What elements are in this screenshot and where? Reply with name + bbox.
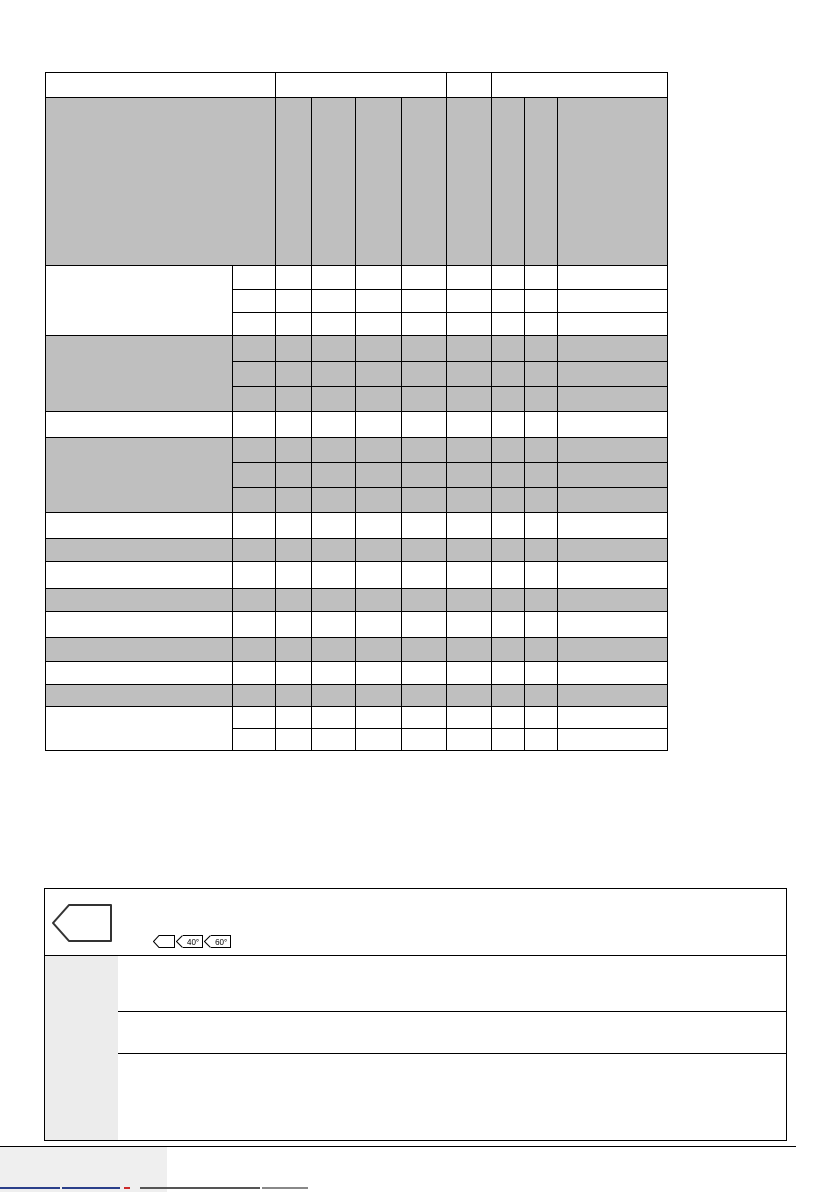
tag-label-icon — [51, 903, 113, 943]
divider — [45, 955, 786, 956]
table-row-label — [46, 412, 233, 438]
table-row-label — [46, 662, 233, 685]
table-header-cell — [46, 73, 276, 98]
table-row-label — [46, 539, 233, 562]
table-row — [46, 336, 668, 362]
table-header-cell — [447, 73, 492, 98]
info-icon-column — [45, 889, 118, 1140]
table-row-label — [46, 707, 233, 751]
care-symbol-40: 40° — [183, 935, 203, 948]
table-row-label — [46, 685, 233, 707]
table-header-cell — [402, 98, 447, 266]
table-row-label — [46, 562, 233, 589]
table-row-label — [46, 266, 233, 336]
table-row — [46, 438, 668, 463]
table-row — [46, 662, 668, 685]
table-header-cell — [276, 98, 312, 266]
table-row — [46, 539, 668, 562]
table-row-label — [46, 612, 233, 638]
table-row — [46, 513, 668, 539]
table-row — [46, 707, 668, 729]
table-row-label — [46, 336, 233, 412]
table-header-cell — [276, 73, 447, 98]
print-marks — [0, 1186, 310, 1190]
table-group-header-row — [46, 73, 668, 98]
table-row — [46, 638, 668, 662]
table-header-cell — [525, 98, 558, 266]
tag-40-icon — [176, 935, 203, 948]
table-header-cell — [558, 98, 668, 266]
table-header-cell — [447, 98, 492, 266]
table-row — [46, 589, 668, 612]
table-row — [46, 612, 668, 638]
table-row-label — [46, 638, 233, 662]
table-row — [46, 266, 668, 290]
table-row-label — [46, 513, 233, 539]
care-symbols — [153, 935, 231, 948]
info-box — [44, 888, 787, 1141]
table-row-label — [46, 438, 233, 513]
table-row — [46, 562, 668, 589]
divider — [118, 1011, 786, 1012]
programme-table — [45, 72, 668, 751]
table-header-cell — [46, 98, 276, 266]
tag-outline-icon — [153, 935, 175, 948]
tag-60-icon — [204, 935, 231, 948]
table-column-header-row — [46, 98, 668, 266]
table-header-cell — [492, 98, 525, 266]
table-header-cell — [356, 98, 402, 266]
table-row — [46, 412, 668, 438]
table-header-cell — [312, 98, 356, 266]
divider — [118, 1053, 786, 1054]
table-row-label — [46, 589, 233, 612]
care-symbol-60: 60° — [211, 935, 231, 948]
table-row — [46, 685, 668, 707]
info-icon-cell — [45, 889, 118, 955]
table-header-cell — [492, 73, 668, 98]
